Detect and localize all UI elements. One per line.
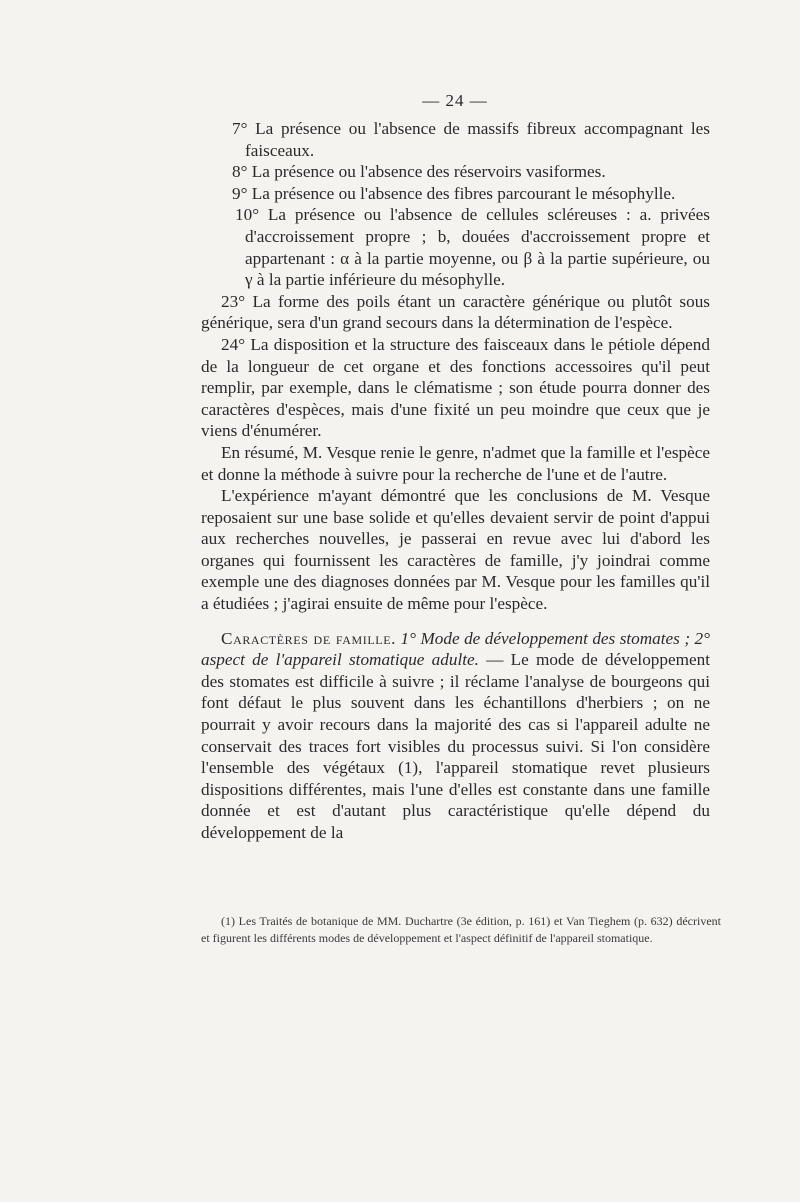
paragraph-summary: En résumé, M. Vesque renie le genre, n'admet que la famille et l'espèce et donne la méthode à suivre pour la recherche de l'une et de l'autre. — [201, 442, 710, 484]
main-text — [201, 118, 710, 844]
footnote: (1) Les Traités de botanique de MM. Duchartre (3e édition, p. 161) et Van Tieghem (p. 632) décrivent et figurent les différents modes de développement et l'aspect définitif de l'appareil stomatique. — [201, 914, 721, 945]
paragraph-24: 24° La disposition et la structure des faisceaux dans le pétiole dépend de la longueur de cet organe et des fonctions accessoires qu'il peut remplir, par exemple, dans le clématisme ; son étude pourra donner des caractères d'espèces, mais d'une fixité un peu moindre que ceux que je viens d'énumérer. — [201, 334, 710, 441]
section-body: — Le mode de développement des stomates est difficile à suivre ; il réclame l'analyse de bourgeons qui font défaut le plus souvent dans les échantillons d'herbiers ; on ne pourrait y avoir recours dans la majorité des cas si l'appareil adulte ne conservait des traces fort visibles du processus suivi. Si l'on considère l'ensemble des végétaux (1), l'appareil stomatique revet plusieurs dispositions différentes, mais l'une d'elles est constante dans une famille donnée et est d'autant plus caractéristique qu'elle dépend du développement de la — [201, 650, 710, 842]
list-item-10: 10° La présence ou l'absence de cellules scléreuses : a. privées d'accroissement propre ; b, douées d'accroissement propre et appartenant : α à la partie moyenne, ou β à la partie supérieure, ou γ à la partie inférieure du mésophylle. — [235, 205, 710, 290]
list-item-7: 7° La présence ou l'absence de massifs fibreux accompagnant les faisceaux. — [232, 119, 710, 160]
paragraph-experience: L'expérience m'ayant démontré que les conclusions de M. Vesque reposaient sur une base solide et qu'elles devaient servir de point d'appui aux recherches nouvelles, je passerai en revue avec lui d'abord les organes qui fournissent les caractères de famille, j'y joindrai comme exemple une des diagnoses données par M. Vesque pour les familles qu'il a étudiées ; j'agirai ensuite de même pour l'espèce. — [201, 486, 710, 614]
section-family-characters — [201, 628, 710, 844]
list-item-8: 8° La présence ou l'absence des réservoirs vasiformes. — [232, 162, 606, 182]
section-subtitle: 1° Mode de développement des stomates ; 2° aspect de l'appareil stomatique adulte. — [201, 628, 711, 670]
section-heading: Caractères de famille. — [221, 628, 397, 648]
paragraph-23: 23° La forme des poils étant un caractère générique ou plutôt sous générique, sera d'un grand secours dans la détermination de l'espèce. — [201, 291, 710, 333]
page-number: — 24 — — [422, 91, 488, 110]
list-item-9: 9° La présence ou l'absence des fibres parcourant le mésophylle. — [232, 183, 676, 203]
